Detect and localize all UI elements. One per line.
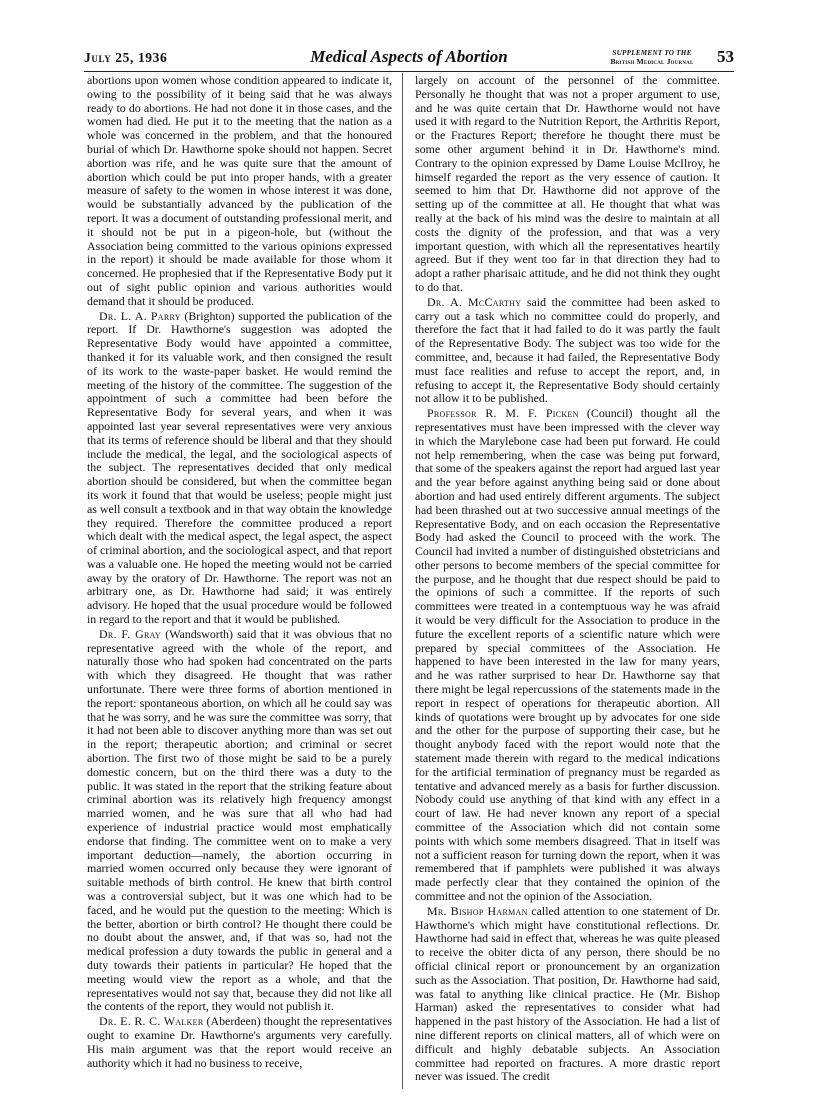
speaker-name: Dr. F. Gray: [99, 626, 162, 641]
column-divider: [402, 73, 403, 1089]
paragraph: [87, 1015, 392, 1070]
paragraph-text: (Council) thought all the representatives must have been impressed with the clever way in which the Marylebone case had been put forward. He could not help remembering, when the case was being put forward, that some of the speakers against the report had argued last year and the year before against anything being said or done about abortion and had used entirely different arguments. The subject had been thrashed out at two successive annual meetings of the Representative Body, and on each occasion the Representative Body had asked the Council to proceed with the work. The Council had invited a number of distinguished obstetricians and other persons to become members of the special committee for the purpose, and he thought that due respect should be paid to the opinions of such a committee. If the reports of such committees were treated in a contemptuous way he was afraid it would be very difficult for the Association to produce in the future the excellent reports of a scientific nature which were prepared by special committees of the Association. He happened to have been interested in the law for many years, and he was rather surprised to hear Dr. Hawthorne say that there might be legal repercussions of the statements made in the report in respect of operations for therapeutic abortion. All kinds of quotations were brought up by advocates for one side and the other for the purpose of supporting their case, but he thought anybody faced with the report would note that the statement made therein with regard to the medical indications for the artificial termination of pregnancy must be regarded as tentative and advanced merely as a basis for further discussion. Nobody could use anything of that kind with any effect in a court of law. He had never known any report of a special committee of the Association which did not contain some points with which some members disagreed. That in itself was not a sufficient reason for turning down the report, when it was remembered that if pamphlets were published it was always made perfectly clear that they contained the opinion of the committee and not the opinion of the Association.: [415, 406, 720, 904]
supplement-line-1: SUPPLEMENT TO THE: [612, 49, 692, 57]
supplement-label: [596, 49, 708, 66]
paragraph-text: largely on account of the personnel of the committee. Personally he thought that was not a proper argument to use, and he was quite certain that Dr. Hawthorne would not have used it with regard to the Nutrition Report, the Arthritis Report, or the Fractures Report; therefore he thought there must be some other argument behind it in Dr. Hawthorne's mind. Contrary to the opinion expressed by Dame Louise McIlroy, he himself regarded the report as the very essence of caution. It seemed to him that Dr. Hawthorne did not approve of the setting up of the committee at all. He thought that what was really at the back of his mind was the desire to maintain at all costs the dignity of the profession, and that was a very important question, with which all the representatives heartily agreed. But if they went too far in that direction they had to adopt a rather pharisaic attitude, and he did not think they ought to do that.: [415, 73, 720, 294]
paragraph-text: (Wandsworth) said that it was obvious that no representative agreed with the whole of the report, and naturally those who had spoken had concentrated on the parts with which they disagreed. He thought that was rather unfortunate. There were three forms of abortion mentioned in the report: spontaneous abortion, on which all he could say was that he was sorry, and he was sure the committee was sorry, that it had not been able to discover anything more than was set out in the report; therapeutic abortion; and criminal or secret abortion. The first two of those might be said to be a purely domestic concern, but on the third there was a duty to the public. It was stated in the report that the striking feature about criminal abortion was its relatively high frequency amongst married women, and he was sure that all who had had experience of industrial practice would most emphatically endorse that finding. The committee went on to make a very important deduction—namely, the abortion occurring in married women occurred only because they were ignorant of suitable methods of birth control. He knew that birth control was a controversial subject, but it was one which had to be faced, and he would put the question to the meeting: Which is the better, abortion or birth control? He thought there could be no doubt about the answer, and, if that was so, had not the medical profession a duty towards the public in general and a duty towards their patients in particular? He hoped that the meeting would view the report as a whole, and that the representatives would not say that, because they did not like all the contents of the report, they would not publish it.: [87, 626, 392, 1014]
speaker-name: Mr. Bishop Harman: [427, 903, 528, 918]
header-rule: [84, 71, 734, 72]
paragraph-text: said the committee had been asked to carry out a task which no committee could do properly, and therefore the fact that it had failed to do it was partly the fault of the Representative Body. The subject was too wide for the committee, and, because it had failed, the Representative Body must face realities and refuse to accept the report, and, in refusing to accept it, the Representative Body should certainly not allow it to be published.: [415, 294, 720, 406]
paragraph: [87, 310, 392, 627]
paragraph-text: called attention to one statement of Dr. Hawthorne's which might have constitutional reflections. Dr. Hawthorne had said in effect that, whereas he was quite pleased to receive the obiter dicta of any person, there should be no official clinical report or pronouncement by an organization such as the Association. That position, Dr. Hawthorne had said, was fatal to anything like clinical practice. He (Mr. Bishop Harman) asked the representatives to consider what had happened in the past history of the Association. He had a list of nine different reports on clinical matters, all of which were on difficult and highly debatable subjects. An Association committee had reported on fractures. A more drastic report never was issued. The credit: [415, 903, 720, 1084]
page-number: 53: [717, 47, 734, 66]
paragraph: [415, 905, 720, 1084]
running-title: Medical Aspects of Abortion: [310, 47, 508, 66]
issue-date: July 25, 1936: [84, 50, 168, 65]
paragraph: [87, 628, 392, 1014]
speaker-name: Professor R. M. F. Picken: [427, 406, 579, 421]
right-column: [415, 74, 720, 1085]
page-header: [84, 48, 734, 68]
supplement-line-2: British Medical Journal: [610, 56, 694, 66]
paragraph-text: (Aberdeen) thought the representatives ought to examine Dr. Hawthorne's arguments very carefully. His main argument was that the report would receive an authority which it had no business to receive,: [87, 1014, 392, 1070]
paragraph: [415, 74, 720, 295]
paragraph: [87, 74, 392, 309]
left-column: [87, 74, 392, 1071]
paragraph-text: abortions upon women whose condition appeared to indicate it, owing to the possibility of it being said that he was always ready to do abortions. He had not done it in those cases, and the women had died. He put it to the meeting that the nation as a whole was concerned in the problem, and that the honoured burial of which Dr. Hawthorne spoke should not happen. Secret abortion was rife, and he was quite sure that the amount of abortion which could be put into proper hands, with a greater measure of safety to the women in whose interest it was done, would be substantially advanced by the publication of the report. It was a document of outstanding professional merit, and it should not be put in a pigeon-hole, but (without the Association being committed to the various opinions expressed in the report) it should be made available for those whom it concerned. He prophesied that if the Representative Body put it out of sight public opinion and various authorities would demand that it should be produced.: [87, 73, 392, 308]
paragraph: [415, 296, 720, 406]
paragraph-text: (Brighton) supported the publication of the report. If Dr. Hawthorne's suggestion was adopted the Representative Body would have appointed a committee, thanked it for its valuable work, and then consigned the result of its work to the waste-paper basket. He would remind the meeting of the history of the committee. The suggestion of the appointment of such a committee had been before the Representative Body for several years, and when it was appointed last year several representatives were very anxious that its terms of reference should be liberal and that they should include the medical, the legal, and the sociological aspects of the subject. The representatives decided that only medical abortion should be considered, but when the committee began its work it found that that would be useless; people might just as well consult a textbook and in that way obtain the knowledge they required. Therefore the committee produced a report which dealt with the medical aspect, the legal aspect, the aspect of criminal abortion, and the sociological aspect, and that report was a valuable one. He hoped the meeting would not be carried away by the oratory of Dr. Hawthorne. The report was not an arbitrary one, as Dr. Hawthorne had said; it was entirely advisory. He hoped that the usual procedure would be followed in regard to the report and that it would be published.: [87, 308, 392, 627]
speaker-name: Dr. L. A. Parry: [99, 308, 181, 323]
speaker-name: Dr. E. R. C. Walker: [99, 1014, 204, 1029]
speaker-name: Dr. A. McCarthy: [427, 294, 522, 309]
paragraph: [415, 407, 720, 904]
